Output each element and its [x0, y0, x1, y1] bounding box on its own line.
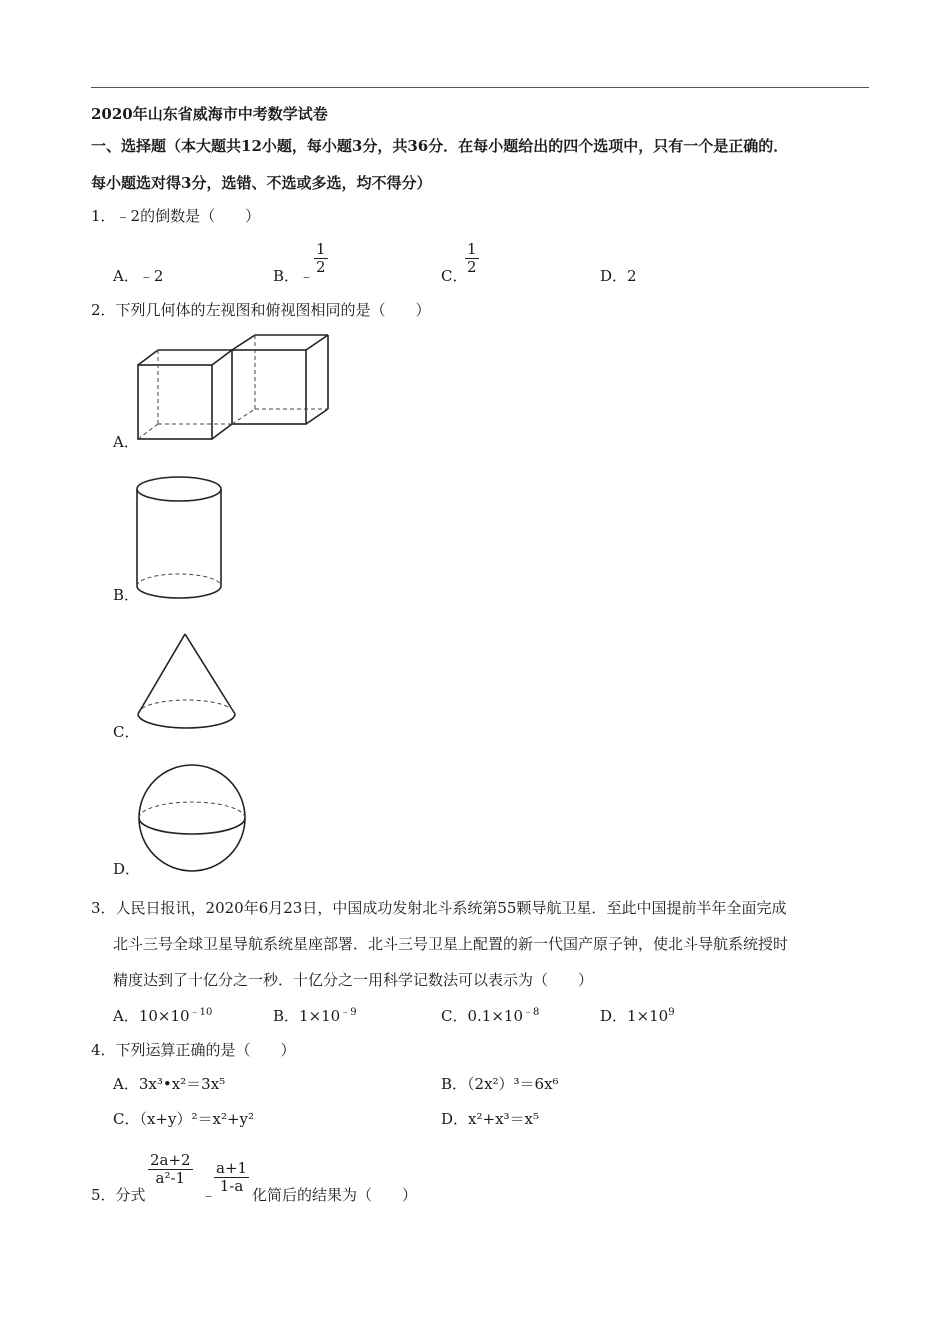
q3-option-a: [113, 1006, 212, 1026]
section-heading-line2: 每小题选对得3分，选错、不选或多选，均不得分）: [91, 174, 432, 192]
q3-line1: 3．人民日报讯，2020年6月23日，中国成功发射北斗系统第55颗导航卫星．至此中国提前半年全面完成: [91, 899, 787, 917]
q3-b-base: B．1×10: [273, 1007, 341, 1025]
two-cubes-figure: [130, 332, 330, 442]
q1-option-c-fraction: [465, 241, 479, 276]
q5-f1-numerator: 2a+2: [150, 1151, 191, 1169]
q3-d-base: D．1×10: [600, 1007, 669, 1025]
q5-f1-denominator: a²-1: [155, 1169, 186, 1187]
q1-c-numerator: 1: [467, 240, 477, 258]
q2-option-c: C．: [113, 723, 140, 741]
q2-option-d: D．: [113, 860, 141, 878]
q4-option-b: B．（2x²）³＝6x⁶: [441, 1075, 559, 1093]
q1-b-denominator: 2: [316, 258, 326, 276]
q3-line2: 北斗三号全球卫星导航系统星座部署．北斗三号卫星上配置的新一代国产原子钟，使北斗导航系统授时: [113, 935, 789, 953]
q2-stem: 2．下列几何体的左视图和俯视图相同的是（ ）: [91, 301, 431, 319]
q3-option-c: [441, 1006, 539, 1026]
q4-stem: 4．下列运算正确的是（ ）: [91, 1041, 296, 1059]
q3-c-exponent: ﹣8: [523, 1007, 540, 1018]
q5-prefix: 5．分式: [91, 1186, 146, 1204]
q3-b-exponent: ﹣9: [340, 1007, 357, 1018]
header-rule: [91, 87, 869, 88]
q3-c-base: C．0.1×10: [441, 1007, 523, 1025]
q1-b-numerator: 1: [316, 240, 326, 258]
q1-option-a: A．﹣2: [113, 267, 164, 285]
q3-line3: 精度达到了十亿分之一秒．十亿分之一用科学记数法可以表示为（ ）: [113, 971, 594, 989]
q2-option-b: B．: [113, 586, 140, 604]
q5-f2-denominator: 1-a: [219, 1177, 244, 1195]
q1-option-b-prefix: B．﹣: [273, 267, 315, 285]
section-heading-line1: 一、选择题（本大题共12小题，每小题3分，共36分．在每小题给出的四个选项中，只有一个是正确的．: [91, 137, 789, 155]
q1-option-d: D．2: [600, 267, 637, 285]
q4-option-a: A．3x³•x²＝3x⁵: [113, 1075, 226, 1093]
q5-fraction-1: [148, 1152, 193, 1187]
q1-stem: 1．﹣2的倒数是（ ）: [91, 207, 261, 225]
cone-figure: [135, 630, 245, 740]
q3-a-base: A．10×10: [113, 1007, 190, 1025]
sphere-figure: [137, 763, 252, 878]
q5-f2-numerator: a+1: [216, 1159, 248, 1177]
q4-option-d: D．x²+x³＝x⁵: [441, 1110, 540, 1128]
exam-title: 2020年山东省威海市中考数学试卷: [91, 105, 328, 123]
q5-suffix: 化简后的结果为（ ）: [252, 1186, 418, 1204]
q1-option-b-fraction: [314, 241, 328, 276]
q1-c-denominator: 2: [467, 258, 477, 276]
q5-fraction-2: [214, 1160, 249, 1195]
q3-option-b: [273, 1006, 357, 1026]
q2-option-a: A．: [113, 433, 139, 451]
q3-option-d: [600, 1006, 675, 1026]
cylinder-figure: [135, 474, 235, 604]
q4-option-c: C．（x+y）²＝x²+y²: [113, 1110, 255, 1128]
q3-d-exponent: 9: [668, 1007, 675, 1018]
q5-minus: ﹣: [201, 1186, 217, 1204]
q3-a-exponent: ﹣10: [189, 1007, 213, 1018]
q1-option-c-prefix: C．: [441, 267, 468, 285]
